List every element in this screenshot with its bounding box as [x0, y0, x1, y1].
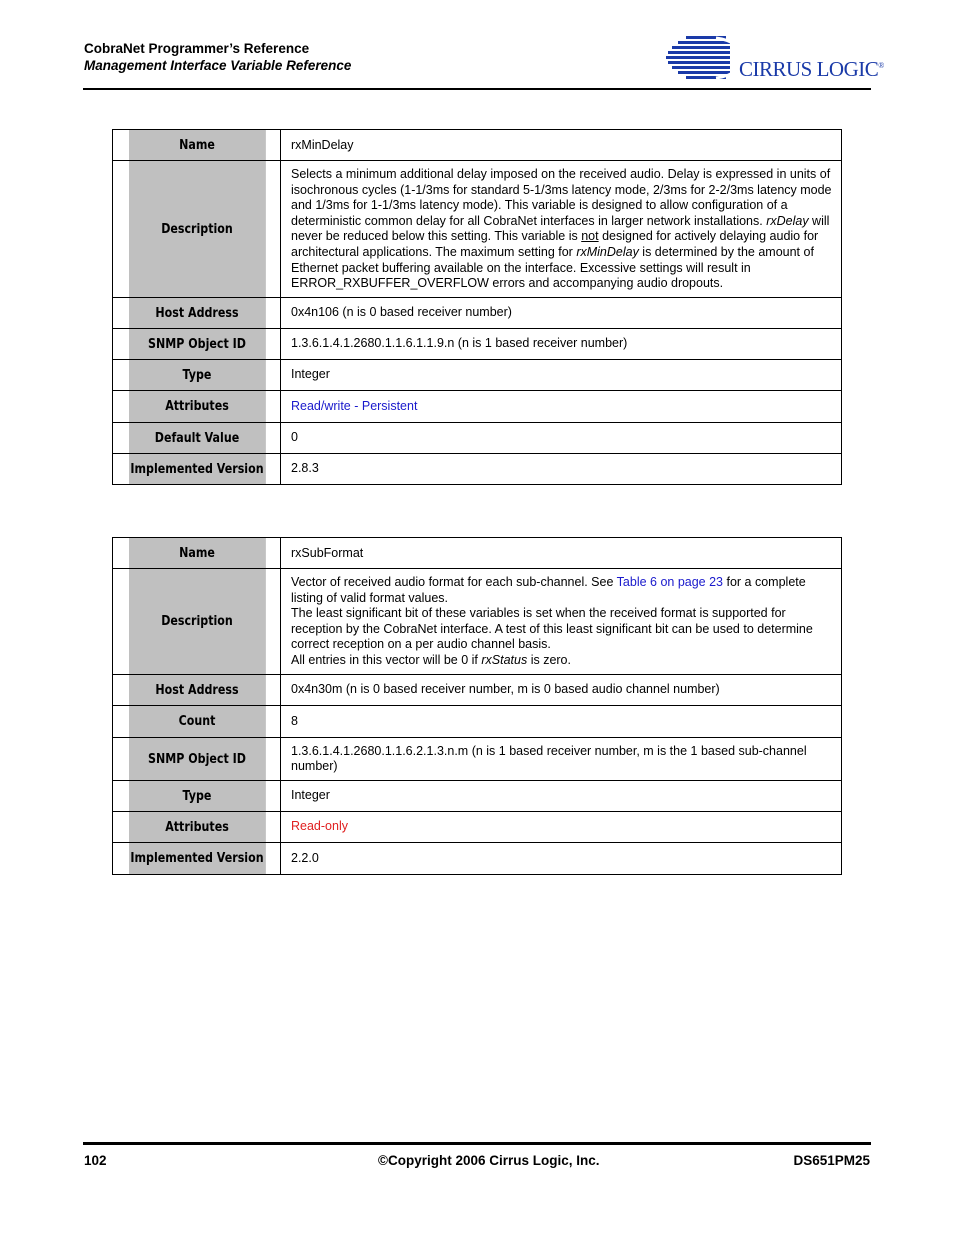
table-row: [113, 737, 842, 780]
document-id: DS651PM25: [793, 1153, 870, 1168]
table-row: [113, 538, 842, 569]
type-value: Integer: [281, 780, 842, 811]
page-number: 102: [84, 1153, 107, 1168]
table-6-link[interactable]: Table 6 on page 23: [616, 575, 724, 589]
variable-description: Selects a minimum additional delay imposed on the received audio. Delay is expressed in units of isochronous cycles (1-1/3ms for standard 5-1/3ms latency mode, 2/3ms for 2-2/3ms latency mode and 1/3ms for 1-1/3ms latency mode). This variable is designed to allow configuration of a deterministic common delay for all CobraNet interfaces in larger network installations. rxDelay will never be reduced below this setting. This variable is not designed for actively delaying audio for architectural applications. The maximum setting for rxMinDelay is determined by the amount of Ethernet packet buffering available on the interface. Excessive settings will result in ERROR_RXBUFFER_OVERFLOW errors and accompanying audio dropouts.: [281, 161, 842, 298]
row-label: Count: [128, 705, 266, 737]
table-row: [113, 705, 842, 737]
table-row: [113, 453, 842, 484]
row-label: Implemented Version: [128, 453, 266, 484]
variable-name: rxMinDelay: [281, 130, 842, 161]
row-label: Attributes: [128, 811, 266, 842]
host-address: 0x4n106 (n is 0 based receiver number): [281, 297, 842, 328]
row-label: Name: [128, 538, 266, 569]
row-label: Implemented Version: [128, 842, 266, 874]
footer-rule: [83, 1142, 871, 1145]
row-label: Host Address: [128, 297, 266, 328]
row-label: SNMP Object ID: [128, 737, 266, 780]
type-value: Integer: [281, 359, 842, 390]
copyright: ©Copyright 2006 Cirrus Logic, Inc.: [378, 1153, 600, 1168]
table-row: [113, 359, 842, 390]
default-value: 0: [281, 422, 842, 453]
count-value: 8: [281, 705, 842, 737]
row-label: Attributes: [128, 390, 266, 422]
snmp-object-id: 1.3.6.1.4.1.2680.1.1.6.1.1.9.n (n is 1 based receiver number): [281, 328, 842, 359]
row-label: SNMP Object ID: [128, 328, 266, 359]
table-row: [113, 390, 842, 422]
variable-table-rxsubformat: [112, 537, 842, 875]
host-address: 0x4n30m (n is 0 based receiver number, m is 0 based audio channel number): [281, 674, 842, 705]
table-row: [113, 780, 842, 811]
row-label: Type: [128, 780, 266, 811]
logo-wordmark: CIRRUS LOGIC®: [739, 57, 884, 81]
variable-name: rxSubFormat: [281, 538, 842, 569]
header-rule: [83, 88, 871, 90]
table-row: [113, 674, 842, 705]
implemented-version: 2.8.3: [281, 453, 842, 484]
row-label: Host Address: [128, 674, 266, 705]
row-label: Description: [128, 569, 266, 675]
row-label: Default Value: [128, 422, 266, 453]
table-row: [113, 130, 842, 161]
table-row: [113, 422, 842, 453]
table-row: [113, 161, 842, 298]
table-row: [113, 569, 842, 675]
document-section: Management Interface Variable Reference: [84, 58, 352, 73]
variable-table-rxmindelay: [112, 129, 842, 485]
table-row: [113, 297, 842, 328]
document-title: CobraNet Programmer’s Reference: [84, 41, 310, 56]
row-label: Name: [128, 130, 266, 161]
attributes-link[interactable]: Read/write - Persistent: [281, 390, 842, 422]
attributes-link[interactable]: Read-only: [281, 811, 842, 842]
implemented-version: 2.2.0: [281, 842, 842, 874]
row-label: Description: [128, 161, 266, 298]
snmp-object-id: 1.3.6.1.4.1.2680.1.1.6.2.1.3.n.m (n is 1 based receiver number, m is the 1 based sub-channel number): [281, 737, 842, 780]
table-row: [113, 842, 842, 874]
table-row: [113, 328, 842, 359]
row-label: Type: [128, 359, 266, 390]
table-row: [113, 811, 842, 842]
variable-description: Vector of received audio format for each sub-channel. See Table 6 on page 23 for a complete listing of valid format values. The least significant bit of these variables is set when the received format is supported for reception by the CobraNet interface. A test of this least significant bit can be used to determine correct reception on a per audio channel basis. All entries in this vector will be 0 if rxStatus is zero.: [281, 569, 842, 675]
